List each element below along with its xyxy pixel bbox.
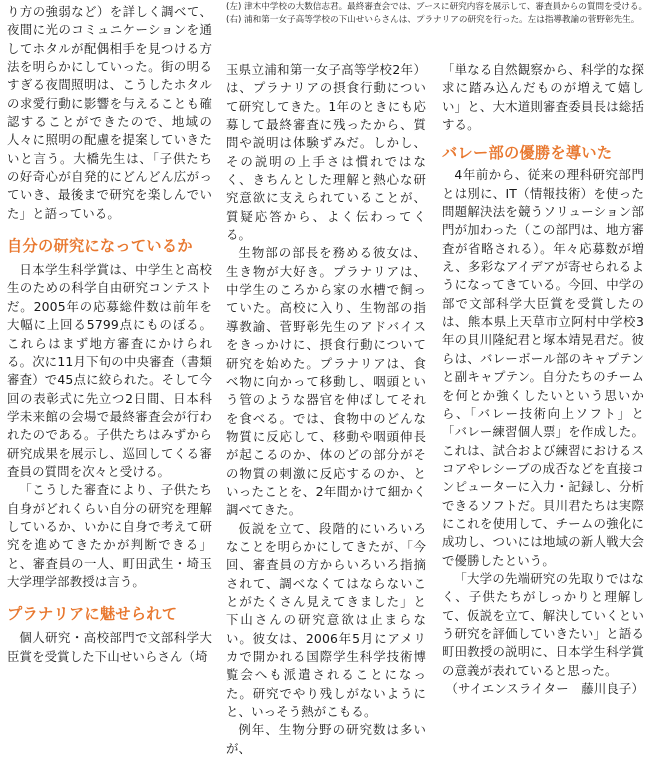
photo-caption	[226, 1, 650, 27]
caption-line-left: (左) 津木中学校の大数信志君。最終審査会では、ブースに研究内容を展示して、審査員からの質問を受ける。	[226, 2, 648, 12]
article-column-3	[442, 61, 644, 698]
section-heading: 自分の研究になっているか	[7, 237, 193, 256]
section-heading: バレー部の優勝を導いた	[442, 144, 613, 163]
paragraph: 日本学生科学賞は、中学生と高校生のための科学自由研究コンテストだ。2005年の応募総件数は前年を大幅に上回る5799点にものぼる。これらはまず地方審査にかけられる。次に11月下旬の中央審査（書類審査）で45点に絞られた。そして今回の表彰式に先立つ2日間、日本科学未来館の会場で最終審査会が行われたのである。子供たちはみずから研究成果を展示し、巡回してくる審査員の質問を次々と受ける。	[7, 262, 212, 479]
paragraph: 生物部の部長を務める彼女は、生き物が大好き。プラナリアは、中学生のころから家の水槽で飼っていた。高校に入り、生物部の指導教諭、菅野彰先生のアドバイスをきっかけに、摂食行動について研究を始めた。プラナリアは、食べ物に向かって移動し、咽頭という管のような器官を伸ばしてそれを食べる。では、食物中のどんな物質に反応して、移動や咽頭伸長が起こるのか、体のどの部分がその物質の刺激に反応するのか、といったことを、2年間かけて細かく調べてきた。	[226, 245, 426, 518]
paragraph: 「こうした審査により、子供たち自身がどれくらい自分の研究を理解しているか、いかに自身で考えて研究を進めてきたかが判断できる」と、審査員の一人、町田武生・埼玉大学理学部教授は言う。	[7, 482, 212, 589]
paragraph: 「大学の先端研究の先取りではなく、子供たちがしっかりと理解して、仮説を立て、解決していくという研究を評価していきたい」と語る町田教授の説明に、日本学生科学賞の意義が表れていると思った。	[442, 570, 644, 678]
paragraph: 個人研究・高校部門で文部科学大臣賞を受賞した下山せいらさん（埼	[7, 630, 212, 664]
author-signature: （サイエンスライター 藤川良子）	[445, 681, 644, 696]
paragraph: 4年前から、従来の理科研究部門とは別に、IT（情報技術）を使った問題解決法を競うソリューション部門が加わった（この部門は、地方審査が省略される）。年々応募数が増え、多彩なアイデアが寄せられるようになってきている。今回、中学の部で文部科学大臣賞を受賞したのは、熊本県上天草市立阿村中学校3年の貝川隆紀君と塚本靖晃君だ。彼らは、バレーボール部のキャプテンと副キャプテン。自分たちのチームを何とか強くしたいという思いから、「バレー技術向上ソフト」と「バレー練習個人票」を作成した。これは、試合および練習におけるスコアやレシーブの成否などを直接コンピューターに入力・記録し、分析できるソフトだ。貝川君たちは実際にこれを使用して、チームの強化に成功し、ついには地域の新人戦大会で優勝したという。	[442, 167, 644, 568]
paragraph: 例年、生物分野の研究数は多いが、	[226, 722, 426, 756]
paragraph: 仮説を立て、段階的にいろいろなことを明らかにしてきたが、「今回、審査員の方からいろいろ指摘されて、調べなくてはならないことがたくさん見えてきました」と下山さんの研究意欲は止まらない。彼女は、2006年5月にアメリカで開かれる国際学生科学技術博覧会へも派遣されることになった。研究でやり残しがないようにと、いっそう熱がこもる。	[226, 520, 426, 720]
paragraph: り方の強弱など）を詳しく調べて、夜間に光のコミュニケーションを通してホタルが配偶相手を見つける方法を明らかにしていった。街の明るすぎる夜間照明は、こうしたホタルの求愛行動に影響を与えることも確認することができたので、地域の人々に照明の配慮を提案していきたいと言う。大橋先生は、「子供たちの好奇心が自発的にどんどん広がっていき、最後まで研究を楽しんでいた」と語っている。	[7, 4, 212, 221]
article-column-2	[226, 61, 426, 758]
caption-line-right: (右) 浦和第一女子高等学校の下山せいらさんは、プラナリアの研究を行った。左は指導教諭の菅野彰先生。	[226, 15, 640, 25]
article-column-1	[7, 3, 212, 666]
paragraph: 玉県立浦和第一女子高等学校2年）は、プラナリアの摂食行動について研究してきた。1年のときにも応募して最終審査に残ったから、質問や説明は体験ずみだ。しかし、その説明の上手さは慣れではなく、きちんとした理解と熱心な研究意欲に支えられていることが、質疑応答から、よく伝わってくる。	[226, 62, 426, 243]
section-heading: プラナリアに魅せられて	[7, 605, 178, 624]
paragraph: 「単なる自然観察から、科学的な探求に踏み込んだものが増えて嬉しい」と、大木道則審査委員長は総括する。	[442, 62, 644, 133]
